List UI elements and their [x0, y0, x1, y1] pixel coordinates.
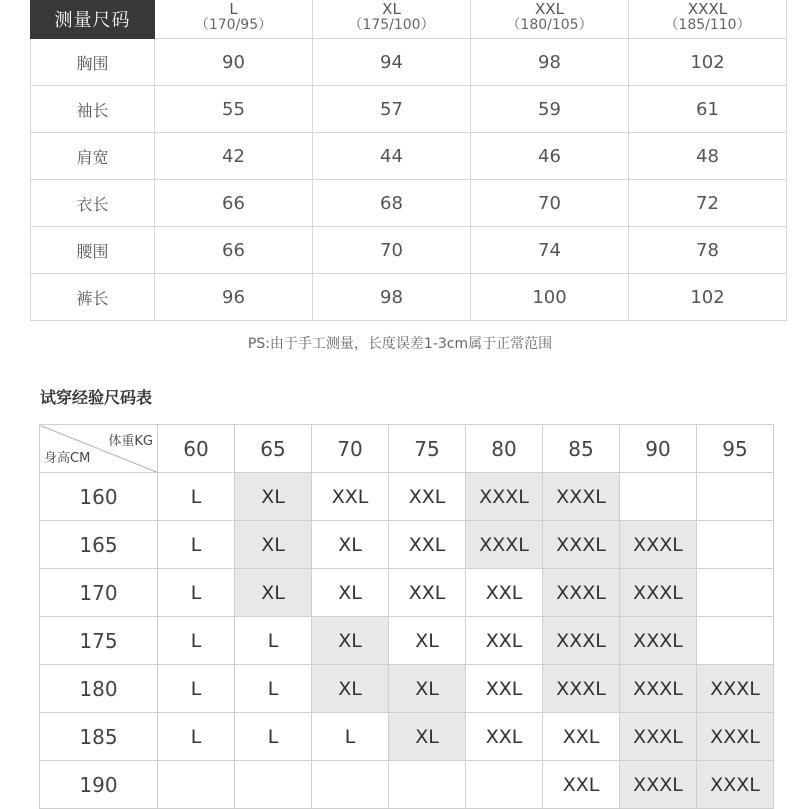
measure-row-label: 腰围 — [31, 227, 155, 274]
height-row-label: 180 — [40, 665, 158, 713]
size-code: （180/105） — [506, 17, 593, 33]
fit-size-cell: L — [158, 569, 235, 617]
fit-size-cell: XL — [389, 713, 466, 761]
measure-value: 78 — [629, 227, 787, 274]
measure-value: 100 — [471, 274, 629, 321]
fit-size-cell: L — [235, 665, 312, 713]
measure-value: 68 — [313, 180, 471, 227]
fit-size-cell: XL — [389, 617, 466, 665]
fit-size-cell — [235, 761, 312, 809]
fit-size-cell: XXXL — [543, 569, 620, 617]
fit-size-cell: L — [158, 473, 235, 521]
fit-size-cell: XXXL — [620, 713, 697, 761]
fit-size-cell: XL — [235, 473, 312, 521]
fit-row — [40, 617, 774, 665]
fit-size-cell: XXXL — [543, 521, 620, 569]
measure-value: 61 — [629, 86, 787, 133]
fit-size-cell: XXXL — [620, 521, 697, 569]
measure-row-chest — [31, 39, 787, 86]
measure-value: 44 — [313, 133, 471, 180]
fit-size-cell: XXXL — [466, 473, 543, 521]
fit-size-cell — [697, 521, 774, 569]
fit-row — [40, 761, 774, 809]
fit-size-cell: XXL — [389, 521, 466, 569]
fit-size-cell: XXXL — [697, 713, 774, 761]
size-label: XXL — [535, 0, 564, 18]
fit-size-cell: XXXL — [697, 665, 774, 713]
fit-size-cell — [697, 617, 774, 665]
fit-size-cell — [697, 569, 774, 617]
fit-chart-title: 试穿经验尺码表 — [40, 388, 153, 407]
fit-size-cell: XXXL — [466, 521, 543, 569]
measure-value: 96 — [155, 274, 313, 321]
measure-value: 94 — [313, 39, 471, 86]
weight-header: 60 — [158, 425, 235, 473]
size-header-xxl — [471, 0, 629, 39]
measure-row-label: 袖长 — [31, 86, 155, 133]
height-row-label: 160 — [40, 473, 158, 521]
measure-row-length — [31, 180, 787, 227]
fit-size-cell: XXXL — [620, 761, 697, 809]
size-header-l — [155, 0, 313, 39]
fit-size-cell: XXXL — [620, 617, 697, 665]
fit-size-cell: XL — [389, 665, 466, 713]
measure-value: 74 — [471, 227, 629, 274]
measure-row-label: 衣长 — [31, 180, 155, 227]
measure-value: 70 — [471, 180, 629, 227]
fit-chart-table — [39, 424, 774, 809]
measure-value: 46 — [471, 133, 629, 180]
height-row-label: 165 — [40, 521, 158, 569]
fit-size-cell: XL — [235, 521, 312, 569]
measure-value: 72 — [629, 180, 787, 227]
measure-value: 102 — [629, 274, 787, 321]
fit-size-cell: XXXL — [543, 617, 620, 665]
fit-size-cell: L — [312, 713, 389, 761]
fit-header-row — [40, 425, 774, 473]
measure-row-shoulder — [31, 133, 787, 180]
fit-size-cell: L — [158, 617, 235, 665]
size-label: XXXL — [687, 0, 728, 18]
fit-size-cell: L — [158, 521, 235, 569]
fit-size-cell: L — [235, 713, 312, 761]
measure-row-label: 裤长 — [31, 274, 155, 321]
fit-size-cell — [389, 761, 466, 809]
weight-header: 95 — [697, 425, 774, 473]
measure-value: 90 — [155, 39, 313, 86]
fit-row — [40, 665, 774, 713]
fit-size-cell: XXL — [466, 665, 543, 713]
measure-value: 55 — [155, 86, 313, 133]
fit-size-cell: XL — [235, 569, 312, 617]
fit-row — [40, 569, 774, 617]
fit-size-cell: XXL — [389, 569, 466, 617]
measure-header-row — [31, 0, 787, 39]
fit-size-cell — [312, 761, 389, 809]
weight-header: 85 — [543, 425, 620, 473]
weight-axis-label: 体重KG — [108, 434, 153, 449]
fit-size-cell: XL — [312, 617, 389, 665]
measure-value: 102 — [629, 39, 787, 86]
fit-size-cell: XXXL — [620, 569, 697, 617]
measure-row-sleeve — [31, 86, 787, 133]
size-code: （170/95） — [194, 17, 273, 33]
size-header-xxxl — [629, 0, 787, 39]
fit-size-cell: XXL — [543, 713, 620, 761]
fit-size-cell — [697, 473, 774, 521]
fit-size-cell: L — [235, 617, 312, 665]
measurement-note: PS:由于手工测量，长度误差1-3cm属于正常范围 — [247, 336, 553, 352]
size-label: L — [229, 0, 238, 18]
fit-size-cell: L — [158, 713, 235, 761]
fit-size-cell: XL — [312, 569, 389, 617]
fit-size-cell: XXXL — [543, 473, 620, 521]
measure-value: 48 — [629, 133, 787, 180]
measure-value: 66 — [155, 180, 313, 227]
weight-header: 90 — [620, 425, 697, 473]
fit-size-cell: XXL — [466, 569, 543, 617]
measure-value: 66 — [155, 227, 313, 274]
size-label: XL — [382, 0, 401, 18]
fit-size-cell: XL — [312, 521, 389, 569]
fit-row — [40, 473, 774, 521]
measure-value: 42 — [155, 133, 313, 180]
fit-size-cell: XXXL — [697, 761, 774, 809]
fit-size-cell: XL — [312, 665, 389, 713]
fit-row — [40, 713, 774, 761]
fit-size-cell: XXL — [312, 473, 389, 521]
height-row-label: 170 — [40, 569, 158, 617]
height-axis-label: 身高CM — [44, 451, 91, 466]
measure-value: 98 — [471, 39, 629, 86]
measure-value: 70 — [313, 227, 471, 274]
measure-row-label: 胸围 — [31, 39, 155, 86]
measure-value: 57 — [313, 86, 471, 133]
measure-row-pants-length — [31, 274, 787, 321]
weight-header: 80 — [466, 425, 543, 473]
weight-header: 70 — [312, 425, 389, 473]
measure-row-label: 肩宽 — [31, 133, 155, 180]
fit-size-cell: XXL — [466, 713, 543, 761]
fit-size-cell: XXL — [543, 761, 620, 809]
height-row-label: 185 — [40, 713, 158, 761]
height-row-label: 190 — [40, 761, 158, 809]
weight-header: 75 — [389, 425, 466, 473]
measurement-table — [30, 0, 787, 321]
height-row-label: 175 — [40, 617, 158, 665]
fit-corner-cell — [40, 425, 158, 473]
fit-size-cell: XXL — [466, 617, 543, 665]
fit-size-cell: XXXL — [543, 665, 620, 713]
fit-size-cell: L — [158, 665, 235, 713]
fit-size-cell — [620, 473, 697, 521]
measure-value: 59 — [471, 86, 629, 133]
fit-size-cell: XXL — [389, 473, 466, 521]
fit-size-cell — [466, 761, 543, 809]
fit-size-cell: XXXL — [620, 665, 697, 713]
measure-value: 98 — [313, 274, 471, 321]
fit-row — [40, 521, 774, 569]
measure-corner-label: 测量尺码 — [31, 0, 155, 39]
weight-header: 65 — [235, 425, 312, 473]
size-code: （175/100） — [348, 17, 435, 33]
fit-size-cell — [158, 761, 235, 809]
size-header-xl — [313, 0, 471, 39]
size-code: （185/110） — [664, 17, 751, 33]
measure-row-waist — [31, 227, 787, 274]
